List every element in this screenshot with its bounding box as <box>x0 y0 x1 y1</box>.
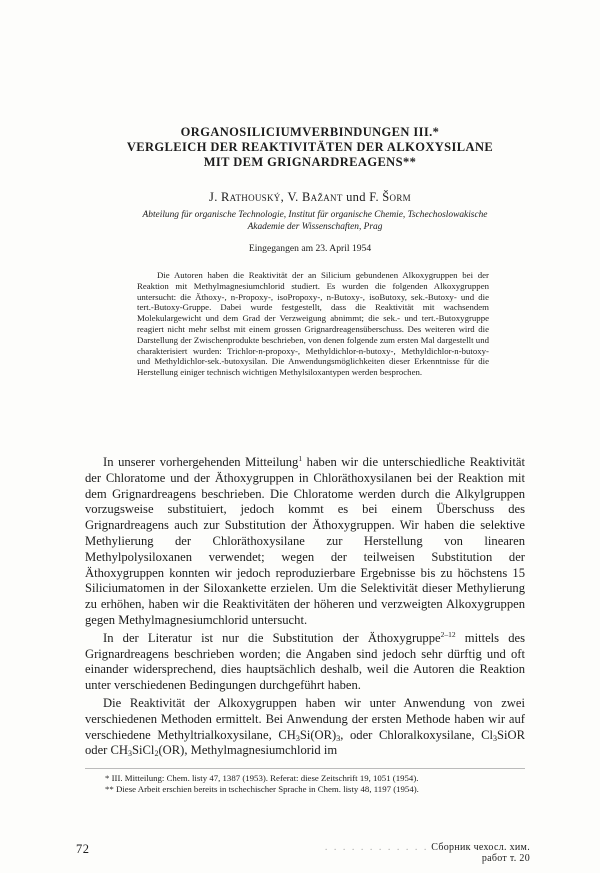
author-2: V. Bažant <box>287 190 343 204</box>
main-text <box>85 455 525 761</box>
footnotes <box>105 773 535 795</box>
footnote-divider <box>85 768 525 769</box>
subscript: 3 <box>493 733 497 743</box>
abstract-paragraph: Die Autoren haben die Reaktivität der an Silicium gebundenen Alkoxygruppen bei der Reaktion mit Methylmagnesiumchlorid studiert. Es wurden die folgenden Alkoxygruppen untersucht: die Äthoxy-, n-Propoxy-, isoPropoxy-, n-Butoxy-, isoButoxy, sek.-Butoxy- und die tert.-Butoxy-Gruppe. Dabei wurde festgestellt, dass die Reaktivität mit wachsendem Molekulargewicht und dem Grad der Verzweigung abnimmt; die sek.- und tert.-Butoxygruppe reagiert nicht mehr selbst mit einem grossen Grignardreagensüberschuss. Des weiteren wird die Darstellung der Zwischenprodukte beschrieben, von denen folgende zum ersten Mal dargestellt und charakterisiert wurden: Trichlor-n-propoxy-, Methyldichlor-n-butoxy-, Methyldichlor-n-butoxy- und Methyldichlor-sek.-butoxysilan. Die Anwendungsmöglichkeiten dieser Erkenntnisse für die Herstellung einiger technisch wichtigen Methylsiloxantypen werden besprochen. <box>137 270 489 378</box>
text-run: haben wir die unterschiedliche Reaktivität der Chloratome und der Äthoxygruppen in Chloräthoxysilanen bei der Reaktion mit dem Grignardreagens beschrieben. Die Chloratome werden durch die Alkylgruppen vorzugsweise substituiert, jedoch kommt es bei einem Überschuss des Grignardreagens auch zur Substitution der Äthoxygruppen. Wir haben die selektive Methylierung der Chloräthoxysilane zur Herstellung von linearen Methylpolysiloxanen verwendet; wegen der teilweisen Substitution der Äthoxygruppen konnten wir jedoch reproduzierbare Ergebnisse bis zu höchstens 15 Siliciumatomen in der Siloxankette erzielen. Um die Selektivität dieser Methylierung zu erhöhen, haben wir die Reaktivitäten der höheren und verzweigten Alkoxygruppen gegen Methylmagnesiumchlorid untersucht. <box>85 455 525 627</box>
footnote-2: ** Diese Arbeit erschien bereits in tschechischer Sprache in Chem. listy 48, 1197 (1954). <box>105 784 419 794</box>
title-line-2: VERGLEICH DER REAKTIVITÄTEN DER ALKOXYSILANE <box>126 140 494 154</box>
body-paragraph-2 <box>85 631 525 694</box>
citation-ref: 1 <box>298 454 303 463</box>
text-run: SiOR oder CH <box>85 727 525 758</box>
citation-ref: 2–12 <box>440 629 456 639</box>
text-run: In der Literatur ist nur die Substitution der Äthoxygruppe <box>103 630 441 645</box>
text-run: Si(OR) <box>299 727 337 742</box>
running-head <box>300 842 530 864</box>
text-run: , oder Chloralkoxysilane, Cl <box>340 727 493 742</box>
article-title <box>110 125 510 170</box>
abstract <box>137 270 489 378</box>
author-list <box>110 190 510 205</box>
author-conjunction: und <box>346 190 366 204</box>
body-paragraph-3 <box>85 696 525 759</box>
text-run: SiCl <box>132 743 155 758</box>
subscript: 2 <box>154 749 159 759</box>
author-3: F. Šorm <box>369 190 411 204</box>
subscript: 3 <box>295 733 300 743</box>
title-line-1: ORGANOSILICIUMVERBINDUNGEN III.* <box>180 125 440 139</box>
affiliation-line-1: Abteilung für organische Technologie, Institut für organische Chemie, Tschechoslowakische <box>142 210 488 220</box>
subscript: 3 <box>128 749 133 759</box>
affiliation-line-2: Akademie der Wissenschaften, Prag <box>247 222 383 232</box>
subscript: 3 <box>336 733 341 743</box>
running-head-faint: . . . . . . . . . . . . <box>324 842 429 853</box>
text-run: Die Reaktivität der Alkoxygruppen haben wir unter Anwendung von zwei verschiedenen Methoden ermittelt. Bei Anwendung der ersten Methode haben wir auf verschiedene Methyltrialkoxysilane, CH <box>85 695 525 742</box>
author-1: J. Rathouský, <box>209 190 285 204</box>
text-run: In unserer vorhergehenden Mitteilung <box>103 455 299 469</box>
received-date: Eingegangen am 23. April 1954 <box>248 243 372 254</box>
body-paragraph-1 <box>85 455 525 629</box>
page-number: 72 <box>76 842 90 856</box>
running-head-text: Сборник чехосл. хим. работ т. 20 <box>431 842 530 864</box>
affiliation <box>100 209 530 233</box>
title-line-3: MIT DEM GRIGNARDREAGENS** <box>203 155 417 169</box>
text-run: (OR), Methylmagnesiumchlorid im <box>158 743 338 758</box>
text-run: mittels des Grignardreagens beschrieben worden; die Angaben sind jedoch sehr dürftig und oft einander widersprechend, dies hauptsächlich deshalb, weil die Autoren die Reaktion unter verschiedenen Bedingungen durchgeführt haben. <box>85 630 525 693</box>
footnote-1: * III. Mitteilung: Chem. listy 47, 1387 (1953). Referat: diese Zeitschrift 19, 1051 (1954). <box>105 773 419 783</box>
